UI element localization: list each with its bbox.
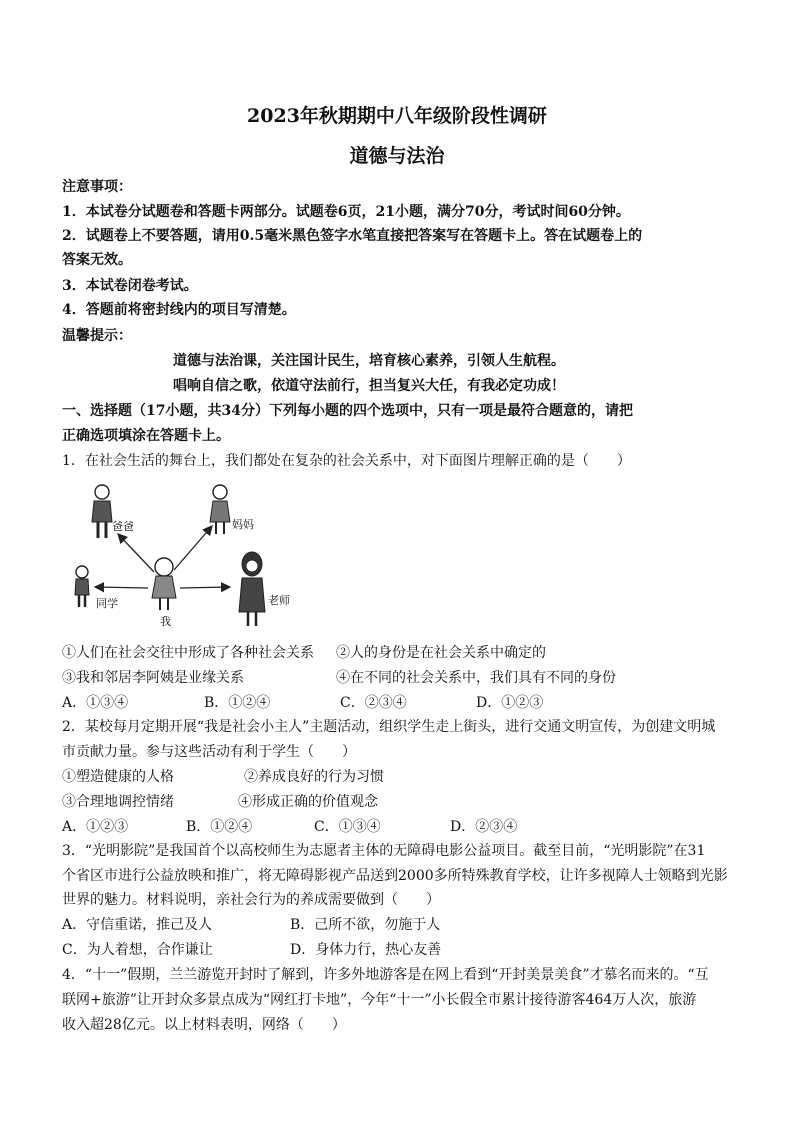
question-2-stem: 2．某校每月定期开展“我是社会小主人”主题活动，组织学生走上街头，进行交通文明宣传，为创建文明城 (62, 719, 716, 735)
note-item: 1．本试卷分试题卷和答题卡两部分。试题卷6页，21小题，满分70分，考试时间60分钟。 (62, 204, 630, 220)
arrow-to-dad (118, 534, 154, 572)
tips-heading: 温馨提示： (62, 328, 132, 344)
statement-4: ④形成正确的价值观念 (238, 794, 378, 810)
option-a: A．①②③ (62, 819, 129, 835)
option-c: C．①③④ (314, 819, 381, 835)
option-b: B．己所不欲，勿施于人 (290, 917, 441, 933)
arrow-to-mom (174, 526, 212, 570)
section-heading: 正确选项填涂在答题卡上。 (62, 428, 230, 444)
question-4-stem: 联网+旅游”让开封众多景点成为“网红打卡地”，今年“十一”小长假全市累计接待游客464万人次，旅游 (62, 992, 697, 1008)
tip-line: 道德与法治课，关注国计民生，培育核心素养，引领人生航程。 (173, 353, 565, 369)
option-b: B．①②④ (204, 695, 271, 711)
question-3-stem: 3．“光明影院”是我国首个以高校师生为志愿者主体的无障碍电影公益项目。截至目前，“光明影院”在31 (62, 843, 706, 859)
question-3-stem: 个省区市进行公益放映和推广，将无障碍影视产品送到2000多所特殊教育学校，让许多视障人士领略到光影 (62, 868, 728, 884)
question-3-stem: 世界的魅力。材料说明，亲社会行为的养成需要做到（ ） (62, 892, 440, 908)
teacher-figure (239, 552, 265, 626)
option-c: C．为人着想，合作谦让 (62, 942, 213, 958)
section-heading: 一、选择题（17小题，共34分）下列每小题的四个选项中，只有一项是最符合题意的，请把 (62, 403, 633, 419)
statement-3: ③合理地调控情绪 (62, 794, 174, 810)
option-d: D．①②③ (476, 695, 544, 711)
statement-4: ④在不同的社会关系中，我们具有不同的身份 (336, 670, 616, 686)
statement-1: ①塑造健康的人格 (62, 769, 174, 785)
note-item: 2．试题卷上不要答题，请用0.5毫米黑色签字水笔直接把答案写在答题卡上。答在试题卷上的 (62, 228, 643, 244)
question-2-stem: 市贡献力量。参与这些活动有利于学生（ ） (62, 744, 356, 760)
dad-label: 爸爸 (112, 520, 134, 533)
option-a: A．①③④ (62, 695, 129, 711)
classmate-figure (75, 566, 89, 607)
tip-line: 唱响自信之歌，依道守法前行，担当复兴大任，有我必定功成！ (173, 378, 565, 394)
option-c: C．②③④ (340, 695, 407, 711)
arrow-to-teacher (180, 587, 230, 588)
note-item: 答案无效。 (62, 252, 132, 268)
option-a: A．守信重诺，推己及人 (62, 917, 213, 933)
classmate-label: 同学 (96, 597, 118, 610)
social-relations-figure (62, 474, 312, 632)
exam-title: 2023年秋期期中八年级阶段性调研 (247, 105, 547, 127)
mom-label: 妈妈 (232, 518, 254, 531)
dad-figure (92, 485, 112, 538)
teacher-label: 老师 (268, 594, 290, 607)
statement-3: ③我和邻居李阿姨是业缘关系 (62, 670, 244, 686)
question-4-stem: 收入超28亿元。以上材料表明，网络（ ） (62, 1017, 346, 1033)
question-4-stem: 4．“十一”假期，兰兰游览开封时了解到，许多外地游客是在网上看到“开封美景美食”才慕名而来的。“互 (62, 967, 709, 983)
option-d: D．身体力行，热心友善 (290, 942, 442, 958)
arrow-to-classmate (95, 587, 148, 588)
question-1-stem: 1．在社会生活的舞台上，我们都处在复杂的社会关系中，对下面图片理解正确的是（ ） (62, 453, 631, 469)
subject-title: 道德与法治 (349, 145, 445, 167)
note-item: 4．答题前将密封线内的项目写清楚。 (62, 302, 296, 318)
statement-2: ②养成良好的行为习惯 (244, 769, 384, 785)
option-d: D．②③④ (450, 819, 518, 835)
me-label: 我 (160, 615, 171, 628)
option-b: B．①②④ (186, 819, 253, 835)
notes-heading: 注意事项： (62, 179, 132, 195)
statement-2: ②人的身份是在社会关系中确定的 (336, 645, 546, 661)
statement-1: ①人们在社会交往中形成了各种社会关系 (62, 645, 314, 661)
note-item: 3．本试卷闭卷考试。 (62, 278, 198, 294)
me-figure (152, 558, 176, 610)
mom-figure (210, 485, 230, 534)
